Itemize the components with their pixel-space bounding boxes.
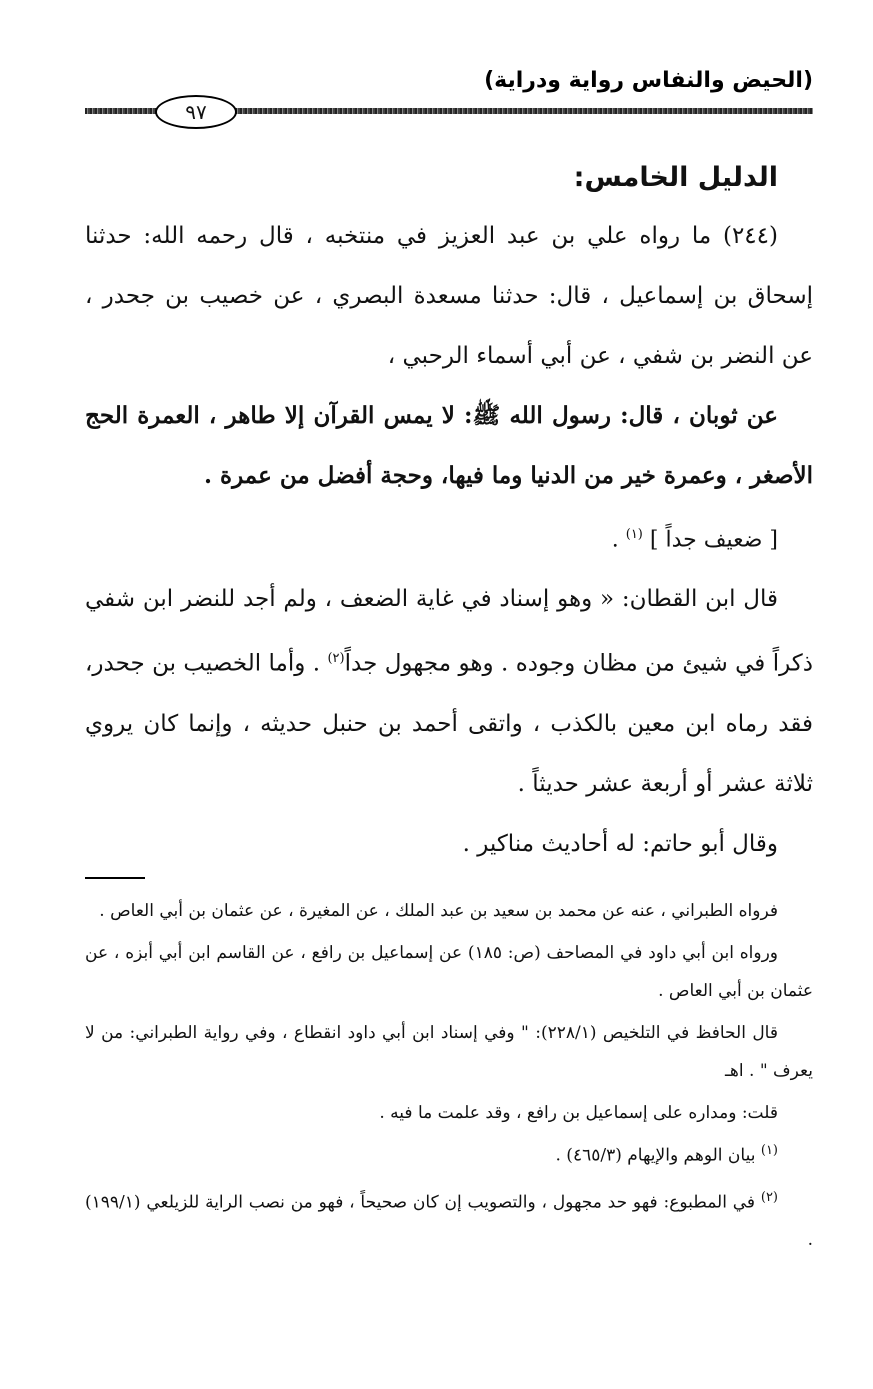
footnote-ref-1: (١)	[625, 527, 643, 542]
book-title: (الحيض والنفاس رواية ودراية)	[484, 68, 813, 93]
page-number: ٩٧	[155, 95, 237, 129]
footnote-ref-2: (٢)	[327, 651, 345, 667]
footnote-line-2: ورواه ابن أبي داود في المصاحف (ص: ١٨٥) عن إسماعيل بن رافع ، عن القاسم ابن أبي أبزه ، عن عثمان بن أبي العاص .	[85, 943, 813, 1001]
footnote-1-text: بيان الوهم والإيهام (٤٦٥/٣) .	[555, 1145, 761, 1166]
footnote-2-text: في المطبوع: فهو حد مجهول ، والتصويب إن كان صحيحاً ، فهو من نصب الراية للزيلعي (١٩٩/١) .	[85, 1192, 813, 1251]
abu-hatim-paragraph: وقال أبو حاتم: له أحاديث مناكير .	[462, 830, 778, 857]
footnote-line-4: قلت: ومداره على إسماعيل بن رافع ، وقد علمت ما فيه .	[379, 1103, 778, 1123]
section-heading: الدليل الخامس:	[573, 162, 778, 193]
footnote-1	[85, 1132, 813, 1175]
footnote-separator	[85, 877, 145, 879]
grade-end: .	[611, 527, 626, 553]
footnote-marker-2: (٢)	[760, 1189, 778, 1205]
footnote-2	[85, 1179, 813, 1260]
footnote-line-1: فرواه الطبراني ، عنه عن محمد بن سعيد بن عبد الملك ، عن المغيرة ، عن عثمان بن أبي العاص .	[99, 901, 778, 921]
hadith-matn: عن ثوبان ، قال: رسول الله ﷺ: لا يمس القرآن إلا طاهر ، العمرة الحج الأصغر ، وعمرة خير من الدنيا وما فيها، وحجة أفضل من عمرة .	[85, 402, 813, 489]
ibn-qattan-paragraph	[85, 569, 813, 814]
hadith-isnad: (٢٤٤) ما رواه علي بن عبد العزيز في منتخبه ، قال رحمه الله: حدثنا إسحاق بن إسماعيل ، قال: حدثنا مسعدة البصري ، عن خصيب بن جحدر ، عن النضر بن شفي ، عن أبي أسماء الرحبي ،	[85, 223, 813, 369]
main-text	[85, 150, 813, 874]
header-rule	[85, 100, 813, 124]
footnotes	[85, 892, 813, 1259]
footnote-line-3: قال الحافظ في التلخيص (٢٢٨/١): " وفي إسناد ابن أبي داود انقطاع ، وفي رواية الطبراني: من لا يعرف " . اهـ	[85, 1023, 813, 1081]
grade-text: [ ضعيف جداً ]	[649, 527, 778, 553]
footnote-marker-1: (١)	[760, 1143, 778, 1158]
hadith-grade	[85, 506, 778, 569]
page-header	[85, 58, 813, 128]
ibn-qattan-part1: قال ابن القطان: « وهو إسناد في غاية الضعف ، ولم أجد للنضر ابن شفي ذكراً في شيئ من مظان وجوده . وهو مجهول جداً	[85, 586, 813, 677]
ibn-qattan-part2: . وأما الخصيب بن جحدر، فقد رماه ابن معين بالكذب ، واتقى أحمد بن حنبل حديثه ، وإنما كان يروي ثلاثة عشر أو أربعة عشر حديثاً .	[85, 650, 813, 797]
